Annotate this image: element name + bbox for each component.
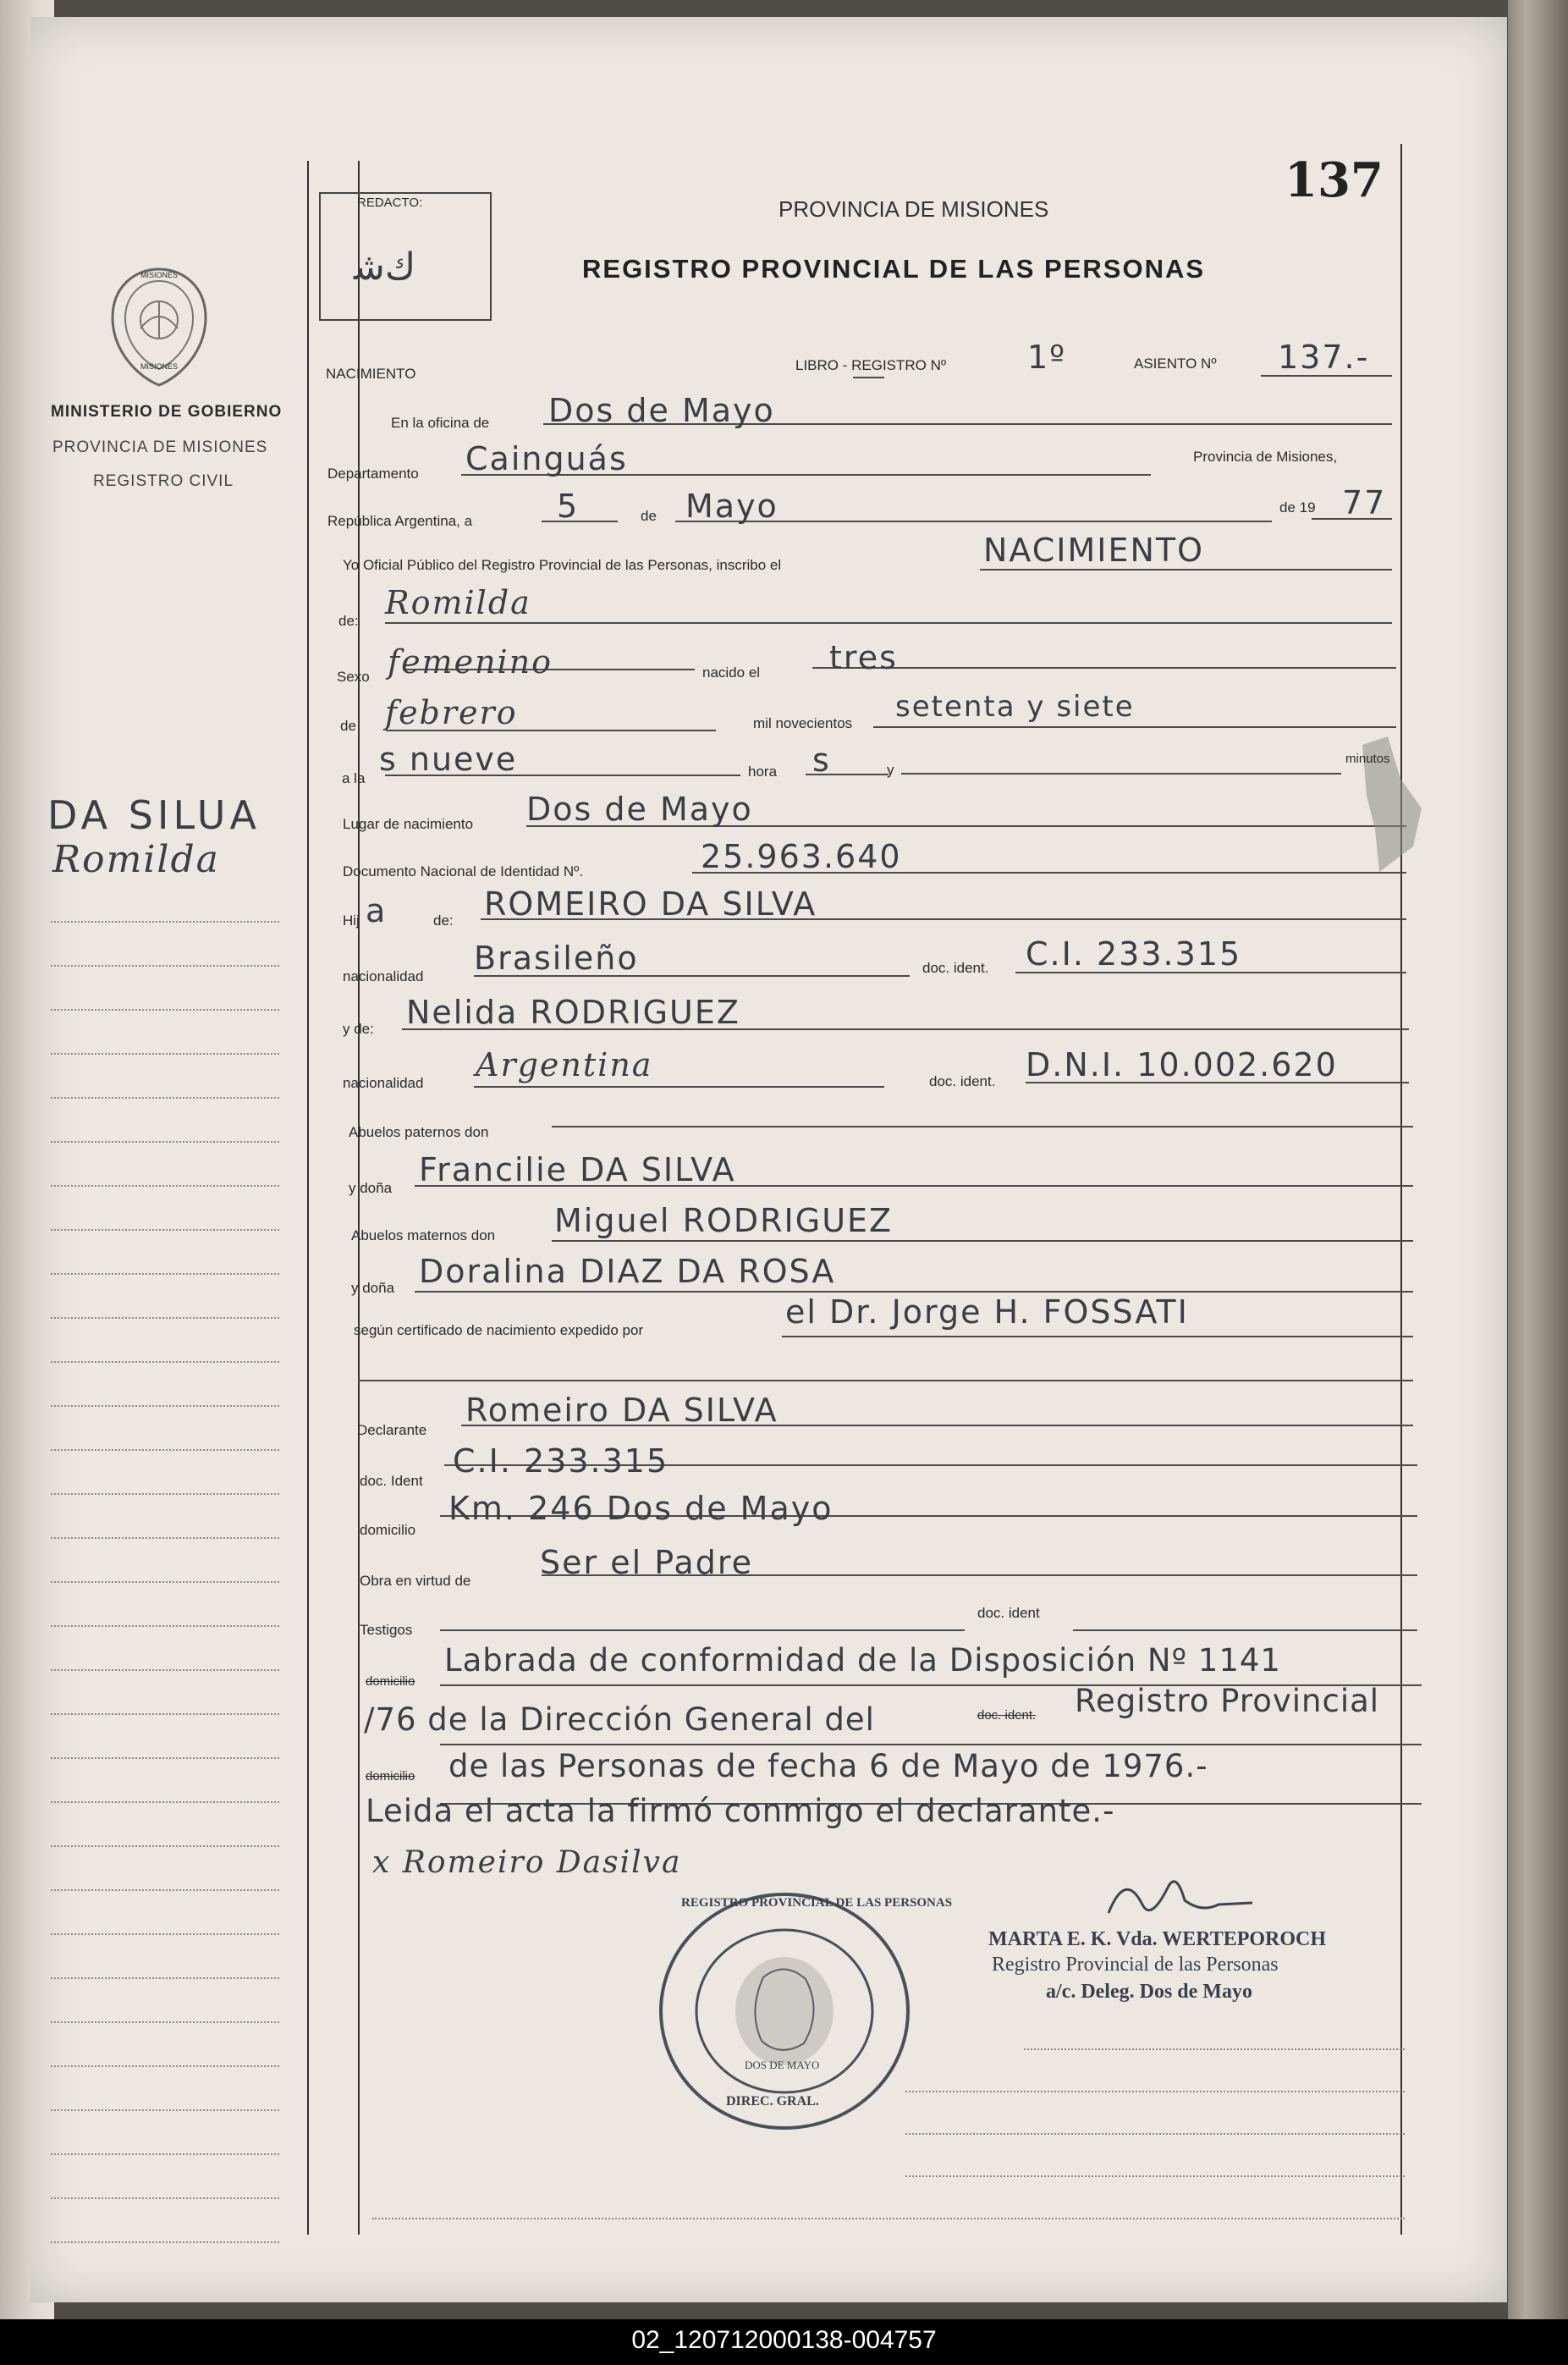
oficial-label: Yo Oficial Público del Registro Provincial de las Personas, inscribo el: [343, 557, 782, 573]
abuela-pat-value: Francilie DA SILVA: [419, 1151, 736, 1188]
official-name: MARTA E. K. Vda. WERTEPOROCH: [988, 1928, 1327, 1950]
inscribo-value: NACIMIENTO: [983, 532, 1205, 569]
nac-padre-value: Brasileño: [474, 940, 639, 977]
official-delegation: a/c. Deleg. Dos de Mayo: [1046, 1981, 1252, 2003]
doc-madre-value: D.N.I. 10.002.620: [1026, 1046, 1338, 1083]
y-label: y: [887, 762, 894, 778]
docident3-label: doc. Ident: [360, 1473, 423, 1489]
abuelo-mat-value: Miguel RODRIGUEZ: [554, 1202, 894, 1239]
asiento-label: ASIENTO Nº: [1134, 356, 1217, 372]
month-value: Mayo: [685, 488, 778, 525]
libro-label: LIBRO - REGISTRO Nº: [795, 357, 947, 373]
minutos-label: minutos: [1345, 752, 1390, 766]
domicilio3-label: domicilio: [366, 1769, 415, 1783]
mil-label: mil novecientos: [753, 715, 853, 731]
nacionalidad-label: nacionalidad: [343, 968, 424, 984]
departamento-label: Departamento: [327, 466, 419, 482]
note-line-4-text: Leida el acta la firmó conmigo el declarante.-: [366, 1793, 1115, 1829]
hijo-label: Hij: [343, 912, 360, 929]
official-title: Registro Provincial de las Personas: [992, 1954, 1279, 1976]
documento-value: 25.963.640: [701, 838, 902, 875]
margin-surname: DA SILUA: [47, 792, 261, 838]
note-line-3-text: de las Personas de fecha 6 de Mayo de 1976.-: [448, 1748, 1208, 1784]
docident-label: doc. ident.: [922, 960, 989, 976]
nacido-value: tres: [829, 639, 898, 676]
seal-bottom-text: DIREC. GRAL.: [726, 2094, 819, 2109]
abuelos-pat-label: Abuelos paternos don: [349, 1124, 489, 1140]
domicilio-value: Km. 246 Dos de Mayo: [448, 1490, 834, 1527]
documento-label: Documento Nacional de Identidad Nº.: [343, 863, 584, 879]
hijo-suffix: a: [366, 892, 388, 929]
sexo-label: Sexo: [337, 669, 370, 685]
doc-padre-value: C.I. 233.315: [1026, 935, 1242, 973]
seal-bottom-text: MISIONES: [140, 362, 179, 371]
declarant-signature: x Romeiro Dasilva: [372, 1845, 682, 1880]
header-province: PROVINCIA DE MISIONES: [778, 196, 1049, 222]
sexo-value: femenino: [388, 643, 553, 681]
org-province-label: PROVINCIA DE MISIONES: [52, 438, 268, 456]
domicilio-label: domicilio: [360, 1522, 416, 1538]
redacto-initials: ﻙﺷ: [354, 245, 416, 289]
mil-value: setenta y siete: [895, 690, 1135, 724]
ministry-label: MINISTERIO DE GOBIERNO: [51, 403, 283, 421]
republica-label: República Argentina, a: [327, 513, 473, 529]
declarante-value: Romeiro DA SILVA: [465, 1392, 778, 1429]
seal-top-text: MISIONES: [140, 271, 179, 279]
abuela-mat-value: Doralina DIAZ DA ROSA: [419, 1253, 836, 1290]
docident4-label: doc. ident: [977, 1605, 1040, 1621]
note-line-1-text: Labrada de conformidad de la Disposición Nº 1141: [444, 1642, 1281, 1679]
ydona2-label: y doña: [351, 1280, 395, 1296]
alas-label: a la: [342, 770, 366, 786]
act-type-label: NACIMIENTO: [326, 366, 416, 382]
hora-value: s: [812, 741, 831, 779]
hijo-de-label: de:: [433, 912, 454, 929]
libro-value: 1º: [1027, 339, 1067, 376]
image-caption: 02_120712000138-004757: [631, 2326, 937, 2354]
domicilio2-label: domicilio: [366, 1674, 415, 1689]
ydona-label: y doña: [349, 1180, 393, 1196]
margin-given-name: Romilda: [52, 838, 220, 881]
docident5-label: doc. ident.: [977, 1708, 1037, 1723]
abuelos-mat-label: Abuelos maternos don: [351, 1227, 496, 1243]
departamento-value: Cainguás: [465, 440, 628, 477]
declarante-label: Declarante: [357, 1422, 427, 1438]
day-value: 5: [557, 488, 580, 525]
docident2-label: doc. ident.: [929, 1073, 996, 1089]
doc-declarante-value: C.I. 233.315: [453, 1442, 669, 1480]
lugar-label: Lugar de nacimiento: [343, 816, 474, 832]
alas-value: s nueve: [379, 741, 518, 778]
note-line-2b-text: Registro Provincial: [1075, 1683, 1380, 1719]
de2-label: de: [340, 718, 356, 734]
seal-center-text: DOS DE MAYO: [745, 2059, 820, 2071]
oficina-value: Dos de Mayo: [548, 392, 775, 429]
de-name-label: de:: [338, 613, 359, 629]
asiento-value: 137.-: [1278, 339, 1370, 376]
name-value: Romilda: [385, 584, 531, 621]
yde-label: y de:: [343, 1021, 374, 1037]
redacto-label: REDACTO:: [357, 196, 423, 210]
civil-registry-label: REGISTRO CIVIL: [93, 472, 234, 490]
padre-value: ROMEIRO DA SILVA: [484, 885, 817, 923]
nacionalidad2-label: nacionalidad: [343, 1075, 424, 1091]
nacido-label: nacido el: [702, 664, 761, 681]
de-label: de: [641, 508, 657, 524]
obra-label: Obra en virtud de: [360, 1573, 471, 1589]
provincia-label: Provincia de Misiones,: [1193, 449, 1338, 465]
testigos-label: Testigos: [360, 1622, 413, 1638]
nac-madre-value: Argentina: [476, 1046, 653, 1083]
birth-month-value: febrero: [385, 694, 518, 731]
seal-ring-text: REGISTRO PROVINCIAL DE LAS PERSONAS: [681, 1896, 953, 1910]
certificado-label: según certificado de nacimiento expedido por: [354, 1322, 644, 1338]
note-line-2-text: /76 de la Dirección General del: [364, 1701, 875, 1738]
obra-value: Ser el Padre: [540, 1544, 753, 1581]
oficina-label: En la oficina de: [391, 415, 490, 431]
madre-value: Nelida RODRIGUEZ: [406, 994, 740, 1031]
header-registry: REGISTRO PROVINCIAL DE LAS PERSONAS: [582, 254, 1206, 284]
year-value: 77: [1342, 484, 1387, 521]
certificado-value: el Dr. Jorge H. FOSSATI: [785, 1293, 1189, 1331]
lugar-value: Dos de Mayo: [526, 791, 753, 828]
hora-label: hora: [748, 764, 778, 780]
page-number: 137: [1285, 152, 1384, 208]
de19-label: de 19: [1279, 499, 1316, 515]
